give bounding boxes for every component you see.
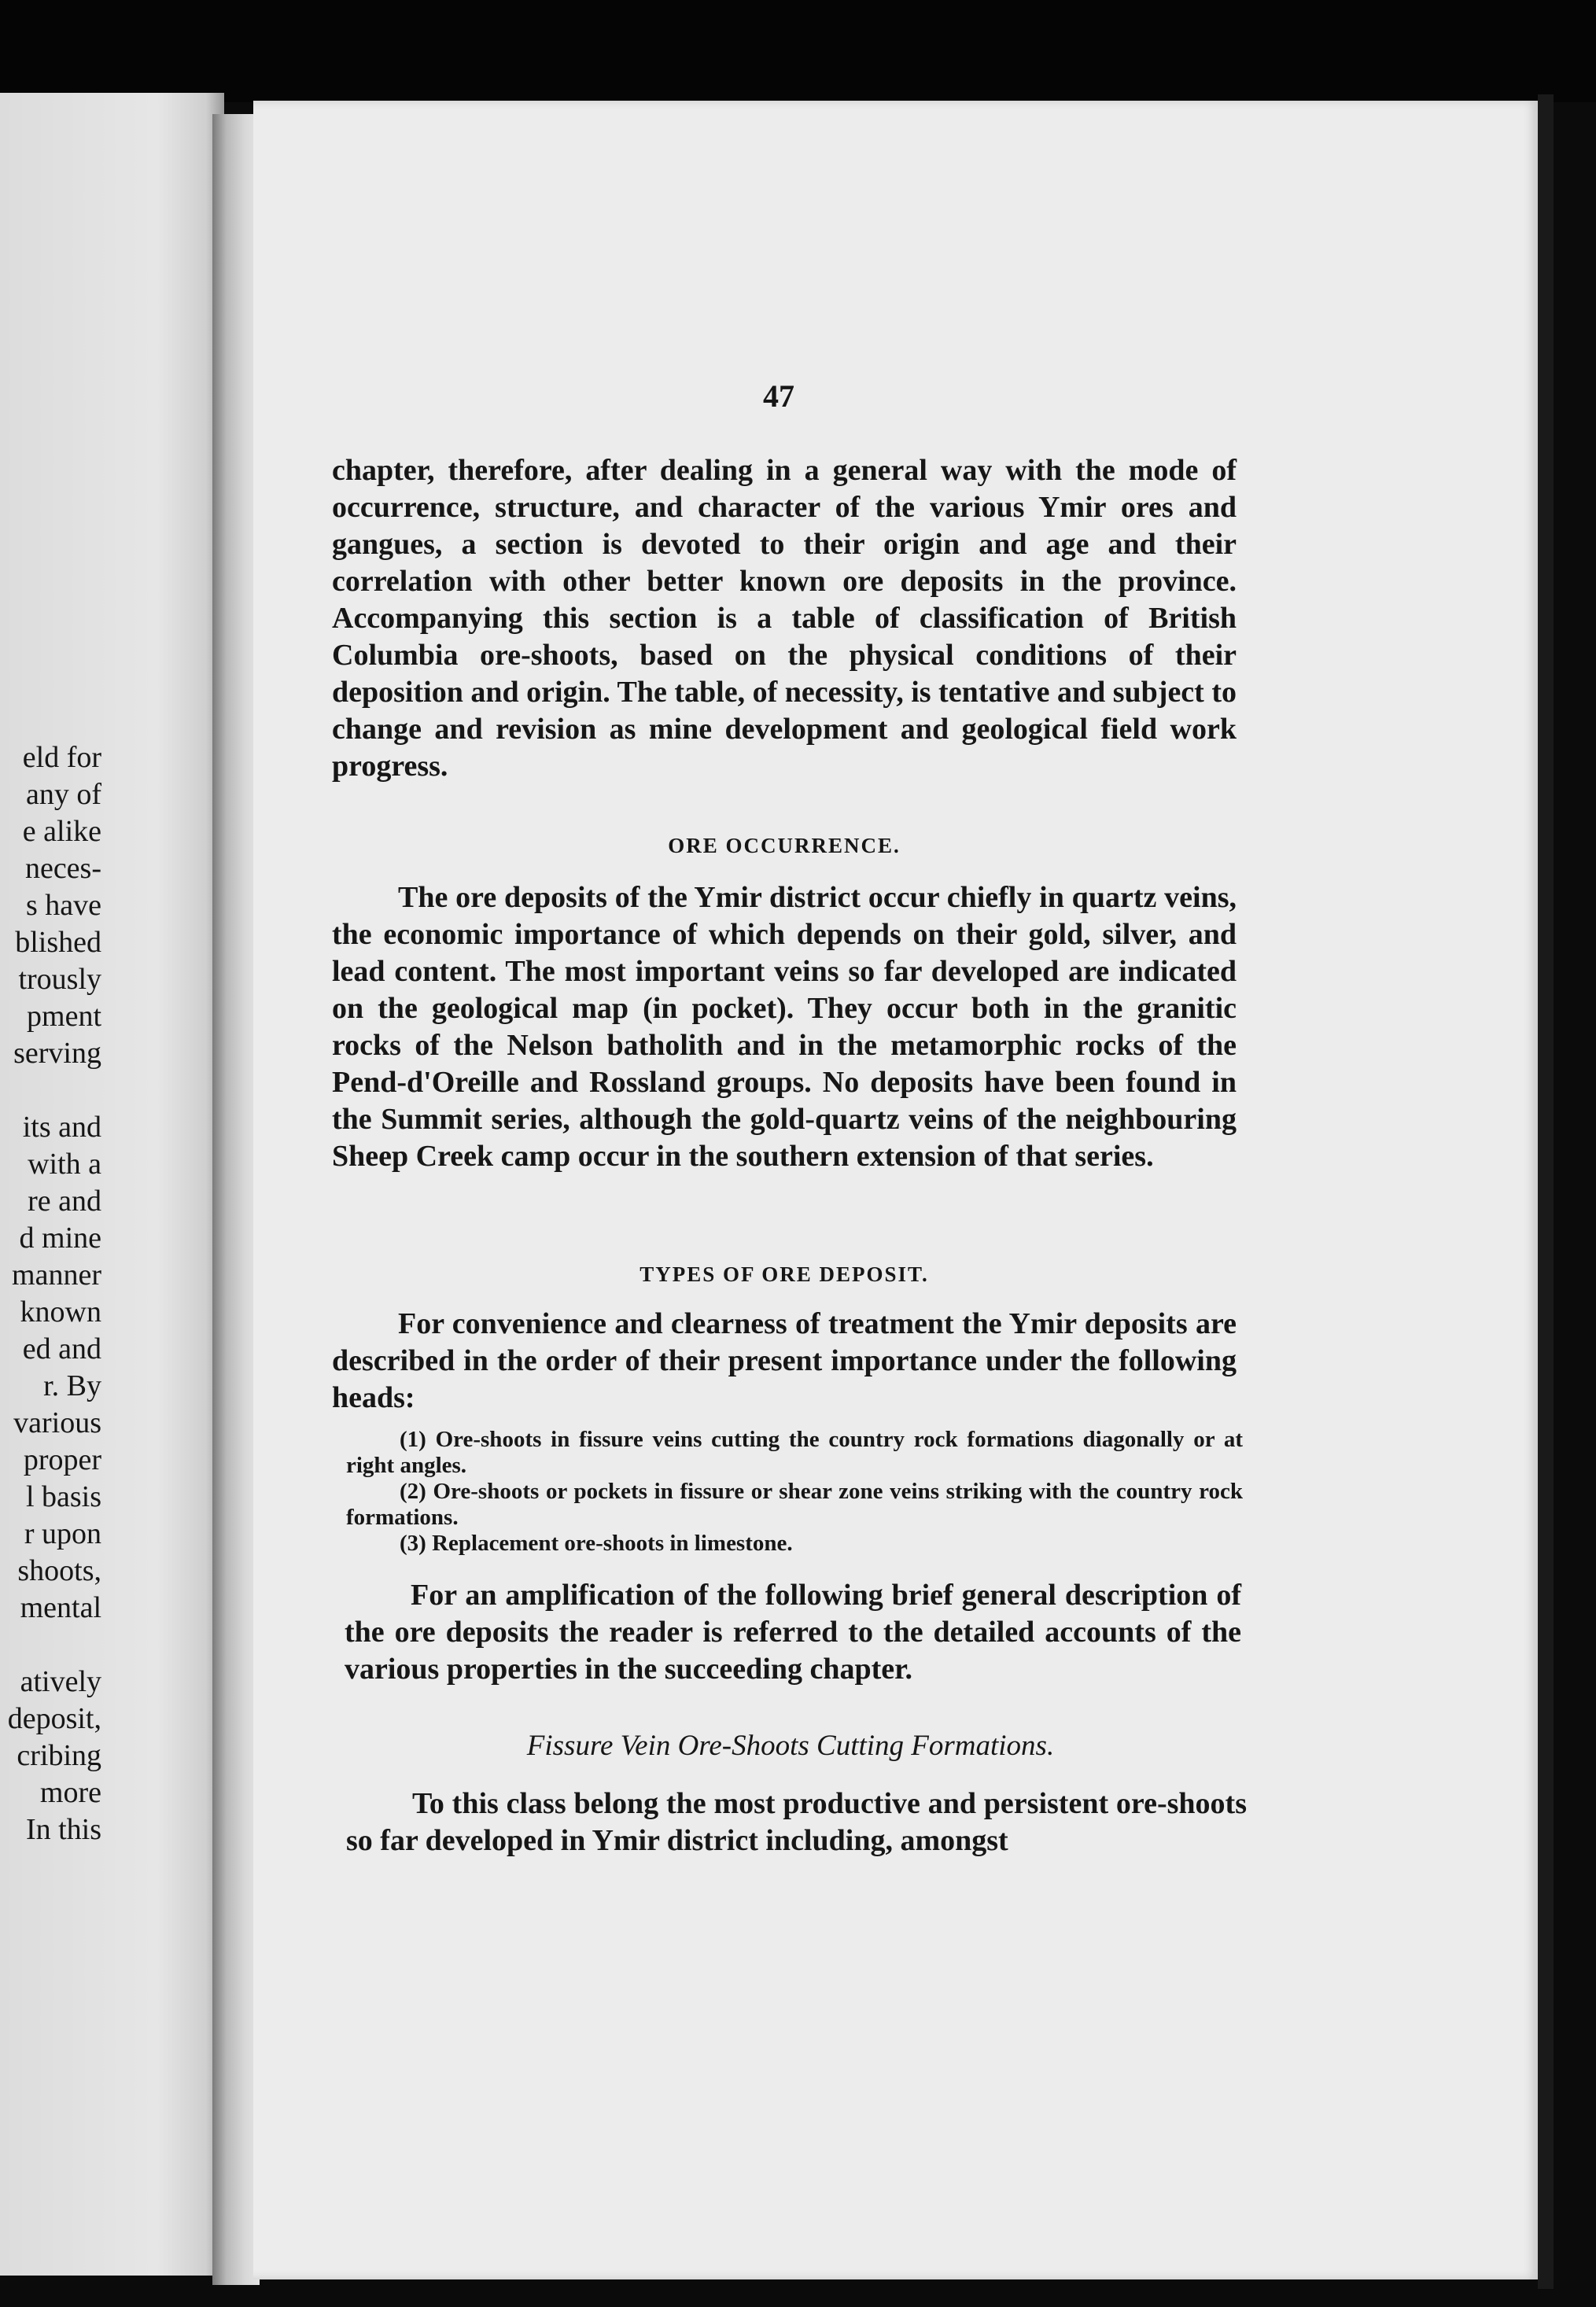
left-line: atively	[20, 1665, 101, 1698]
list-item: (1) Ore-shoots in fissure veins cutting the country rock formations diagonally or at right angles.	[346, 1427, 1243, 1478]
left-line: any of	[25, 778, 101, 811]
left-line: eld for	[22, 741, 101, 774]
left-line: proper	[23, 1443, 101, 1476]
types-list	[346, 1427, 1243, 1557]
left-line: various	[13, 1406, 101, 1439]
left-line: serving	[13, 1037, 101, 1070]
fissure-text: To this class belong the most productive and persistent ore-shoots so far developed in Ymir district including, amongst	[346, 1787, 1247, 1857]
subheading-fissure-vein: Fissure Vein Ore-Shoots Cutting Formations.	[526, 1730, 1055, 1762]
left-line: l basis	[25, 1480, 101, 1513]
left-line: s have	[25, 889, 101, 922]
types-paragraph	[332, 1306, 1237, 1417]
left-line: blished	[15, 926, 101, 959]
list-item: (3) Replacement ore-shoots in limestone.	[400, 1531, 793, 1556]
list-item: (2) Ore-shoots or pockets in fissure or shear zone veins striking with the country rock formations.	[346, 1479, 1243, 1530]
fissure-paragraph	[346, 1786, 1247, 1859]
left-page-fragment	[0, 93, 224, 2276]
left-line: d mine	[19, 1222, 101, 1255]
left-line: mental	[20, 1591, 101, 1624]
ore-occurrence-text: The ore deposits of the Ymir district occur chiefly in quartz veins, the economic importance of which depends on their gold, silver, and lead content. The most important veins so far developed are indicated on the geological map (in pocket). They occur both in the granitic rocks of the Nelson batholith and in the metamorphic rocks of the Pend-d'Oreille and Rossland groups. No deposits have been found in the Summit series, although the gold-quartz veins of the neighbouring Sheep Creek camp occur in the southern extension of that series.	[332, 881, 1237, 1173]
left-line: In this	[25, 1813, 101, 1846]
ore-occurrence-paragraph	[332, 879, 1237, 1175]
left-line: manner	[12, 1259, 101, 1292]
left-line: with a	[28, 1148, 101, 1181]
right-page	[253, 101, 1543, 2279]
left-line: r. By	[43, 1369, 101, 1402]
amplification-text: For an amplification of the following brief general description of the ore deposits the reader is referred to the detailed accounts of the various properties in the succeeding chapter.	[345, 1579, 1241, 1686]
left-line: trously	[18, 963, 101, 996]
left-line: e alike	[22, 815, 101, 848]
intro-paragraph-text: chapter, therefore, after dealing in a general way with the mode of occurrence, structure, and character of the various Ymir ores and gangues, a section is devoted to their origin and age and their correlation with other better known ore deposits in the province. Accompanying this section is a table of classification of British Columbia ore-shoots, based on the physical conditions of their deposition and origin. The table, of necessity, is tentative and subject to change and revision as mine development and geological field work progress.	[332, 454, 1237, 783]
left-line: pment	[27, 1000, 101, 1033]
left-line: neces-	[24, 852, 101, 885]
left-line: known	[20, 1295, 101, 1329]
left-line: more	[39, 1776, 101, 1809]
left-line: r upon	[24, 1517, 101, 1550]
left-line: cribing	[17, 1739, 101, 1772]
scan-background-top	[0, 0, 1596, 102]
page-number: 47	[763, 378, 794, 414]
heading-ore-occurrence: ORE OCCURRENCE.	[668, 834, 901, 857]
intro-paragraph	[332, 452, 1237, 785]
left-line: re and	[28, 1185, 101, 1218]
types-text: For convenience and clearness of treatment the Ymir deposits are described in the order of their present importance under the following heads:	[332, 1307, 1237, 1414]
book-gutter	[212, 114, 260, 2285]
left-line: ed and	[22, 1332, 101, 1365]
left-line: shoots,	[17, 1554, 101, 1587]
heading-types-of-ore-deposit: TYPES OF ORE DEPOSIT.	[640, 1262, 929, 1286]
left-line: its and	[22, 1111, 101, 1144]
page-edge-shadow	[1538, 94, 1554, 2289]
amplification-paragraph	[345, 1577, 1241, 1688]
left-line: deposit,	[7, 1702, 101, 1735]
